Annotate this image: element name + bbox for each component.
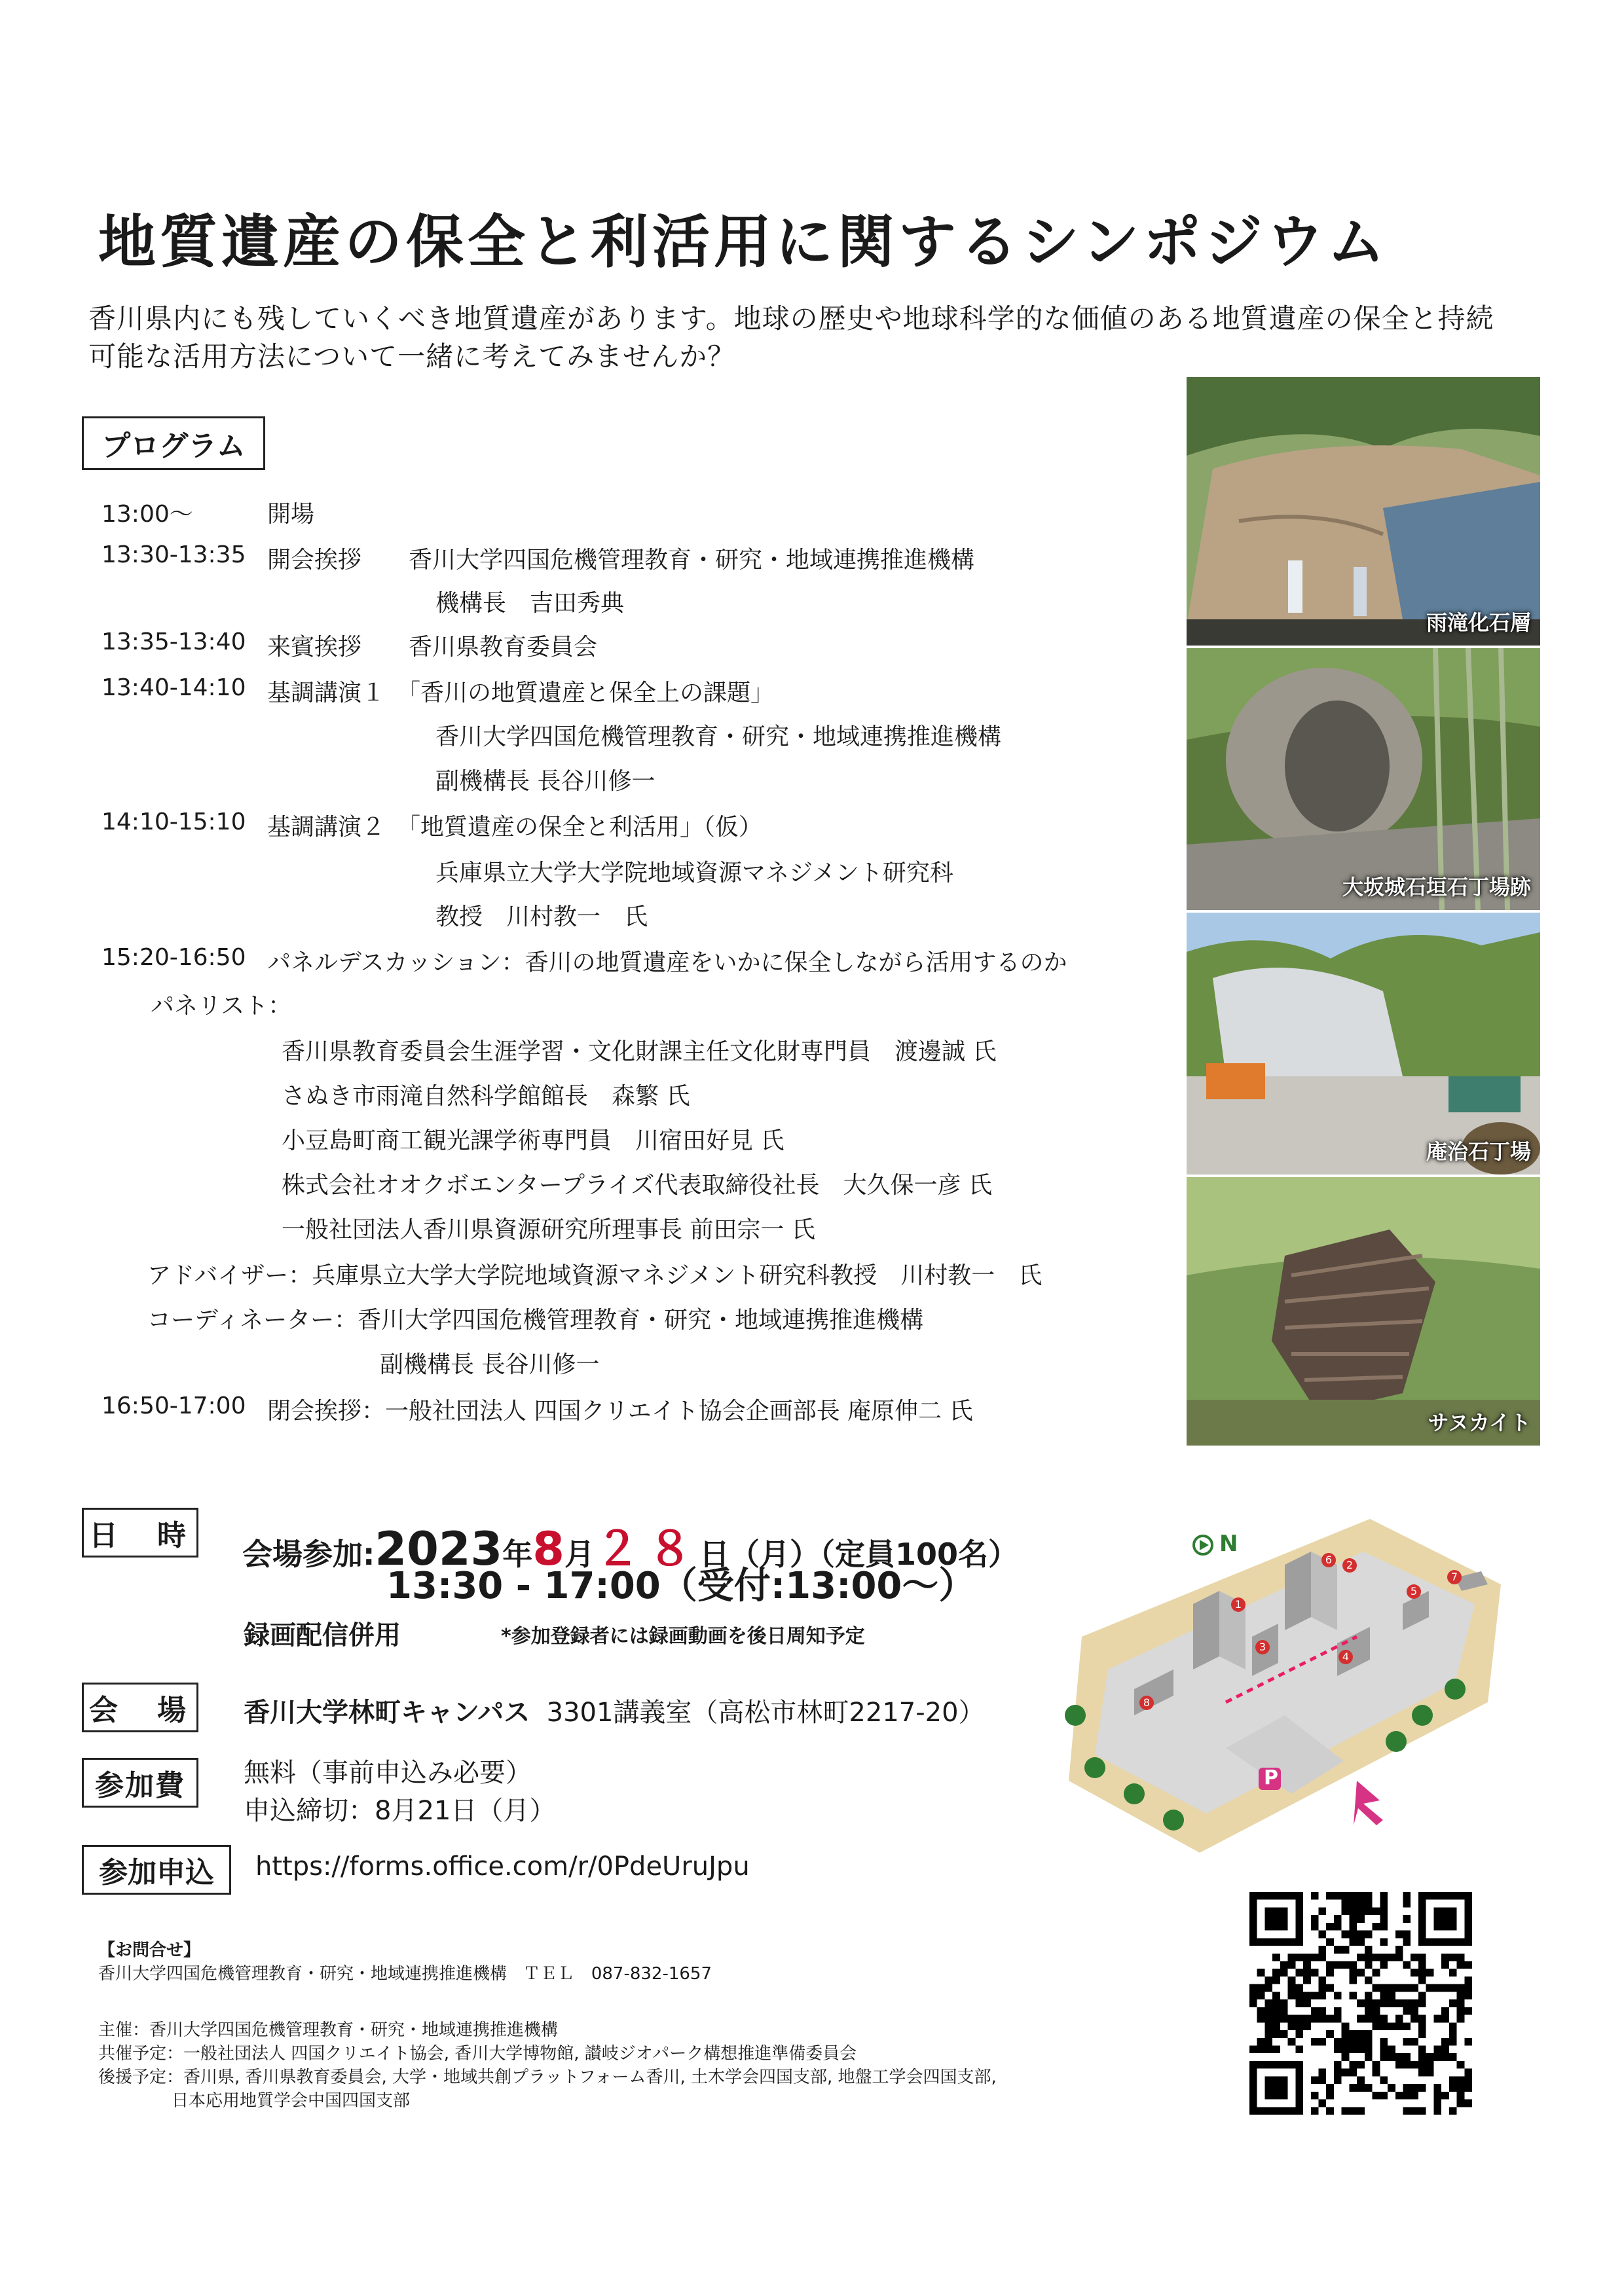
photo-caption: 庵治石丁場 bbox=[1426, 1139, 1531, 1164]
program-text: パネリスト： bbox=[151, 993, 292, 1019]
fee-line-1: 無料（事前申込み必要） bbox=[244, 1758, 532, 1788]
streaming-note: *参加登録者には録画動画を後日周知予定 bbox=[501, 1625, 865, 1648]
parking-label: P bbox=[1264, 1766, 1278, 1789]
venue-name: 香川大学林町キャンパス bbox=[244, 1698, 530, 1728]
time-range: 13:30 - 17:00（受付:13:00～） bbox=[386, 1565, 976, 1607]
apply-label: 参加申込 bbox=[82, 1845, 231, 1895]
venue-room: 3301講義室（高松市林町2217-20） bbox=[546, 1698, 985, 1728]
program-text: さぬき市雨滝自然科学館館長 森繁 氏 bbox=[282, 1083, 690, 1110]
building-marker: 7 bbox=[1447, 1570, 1462, 1584]
program-text: 一般社団法人香川県資源研究所理事長 前田宗一 氏 bbox=[282, 1216, 815, 1243]
contact-org: 香川大学四国危機管理教育・研究・地域連携推進機構 bbox=[98, 1964, 507, 1984]
photo-amataki-fossil-layer bbox=[1187, 377, 1540, 646]
building-marker: 5 bbox=[1407, 1584, 1421, 1599]
venue-info bbox=[244, 1692, 985, 1729]
program-text: 機構長 吉田秀典 bbox=[435, 590, 625, 617]
building-marker: 6 bbox=[1321, 1553, 1336, 1567]
building-marker: 8 bbox=[1139, 1696, 1154, 1710]
date-nen: 年 bbox=[502, 1537, 533, 1572]
building-marker: 1 bbox=[1231, 1597, 1246, 1612]
program-time: 15:20-16:50 bbox=[101, 944, 246, 971]
photo-caption: 大坂城石垣石丁場跡 bbox=[1342, 875, 1531, 900]
building-marker: 3 bbox=[1255, 1640, 1270, 1654]
sponsor-cohost: 共催予定：一般社団法人 四国クリエイト協会, 香川大学博物館, 讃岐ジオパーク構想推進準備委員会 bbox=[98, 2044, 857, 2064]
apply-url-link[interactable]: https://forms.office.com/r/0PdeUruJpu bbox=[255, 1851, 750, 1882]
program-text: 開場 bbox=[267, 501, 315, 528]
program-text: 教授 川村教一 氏 bbox=[435, 903, 648, 930]
program-text: 閉会挨拶：一般社団法人 四国クリエイト協会企画部長 庵原伸二 氏 bbox=[267, 1398, 973, 1425]
sponsor-support-1: 後援予定：香川県, 香川県教育委員会, 大学・地域共創プラットフォーム香川, 土木学会四国支部, 地盤工学会四国支部, bbox=[98, 2068, 997, 2087]
building-marker: 2 bbox=[1342, 1558, 1357, 1573]
photo-caption: サヌカイト bbox=[1428, 1410, 1531, 1435]
venue-label: 会 場 bbox=[82, 1683, 198, 1732]
photo-osaka-castle-quarry bbox=[1187, 648, 1540, 910]
datetime-label: 日 時 bbox=[82, 1508, 198, 1558]
program-text: 基調講演１ 「香川の地質遺産と保全上の課題」 bbox=[267, 680, 775, 706]
campus-map bbox=[1056, 1506, 1501, 1859]
program-text: 副機構長 長谷川修一 bbox=[380, 1351, 600, 1378]
intro-line-1: 香川県内にも残していくべき地質遺産があります。地球の歴史や地球科学的な価値のある地質遺産の保全と持続 bbox=[88, 302, 1494, 335]
program-text: 香川大学四国危機管理教育・研究・地域連携推進機構 bbox=[435, 723, 1002, 750]
program-text: パネルデスカッション：香川の地質遺産をいかに保全しながら活用するのか bbox=[267, 949, 1067, 976]
program-text: コーディネーター：香川大学四国危機管理教育・研究・地域連携推進機構 bbox=[147, 1307, 924, 1334]
intro-line-2: 可能な活用方法について一緒に考えてみませんか？ bbox=[88, 340, 736, 373]
building-marker: 4 bbox=[1338, 1650, 1353, 1664]
program-text: 小豆島町商工観光課学術専門員 川宿田好見 氏 bbox=[282, 1127, 784, 1154]
program-text: 来賓挨拶 香川県教育委員会 bbox=[267, 634, 598, 661]
program-text: 兵庫県立大学大学院地域資源マネジメント研究科 bbox=[435, 860, 953, 886]
program-text: 香川県教育委員会生涯学習・文化財課主任文化財専門員 渡邊誠 氏 bbox=[282, 1038, 997, 1065]
fee-label: 参加費 bbox=[82, 1758, 198, 1808]
program-label: プログラム bbox=[82, 416, 265, 470]
program-text: 開会挨拶 香川大学四国危機管理教育・研究・地域連携推進機構 bbox=[267, 547, 975, 574]
sponsor-host: 主催：香川大学四国危機管理教育・研究・地域連携推進機構 bbox=[98, 2020, 559, 2040]
date-day: ２８ bbox=[594, 1522, 699, 1576]
program-text: 副機構長 長谷川修一 bbox=[435, 768, 655, 795]
program-time: 14:10-15:10 bbox=[101, 809, 246, 835]
qr-code[interactable] bbox=[1249, 1892, 1472, 2115]
date-gatsu: 月 bbox=[564, 1537, 595, 1572]
photo-caption: 雨滝化石層 bbox=[1426, 610, 1531, 635]
photo-aji-stone-quarry bbox=[1187, 913, 1540, 1175]
sponsor-support-2: 日本応用地質学会中国四国支部 bbox=[172, 2091, 411, 2111]
date-suffix: 日（月）（定員100名） bbox=[699, 1537, 1018, 1572]
program-time: 13:40-14:10 bbox=[101, 674, 246, 701]
contact-tel: ＴＥＬ 087-832-1657 bbox=[523, 1964, 712, 1984]
program-text: アドバイザー：兵庫県立大学大学院地域資源マネジメント研究科教授 川村教一 氏 bbox=[147, 1262, 1043, 1289]
north-label: N bbox=[1219, 1531, 1238, 1557]
fee-line-2: 申込締切：8月21日（月） bbox=[244, 1796, 556, 1826]
venue-attendance-prefix: 会場参加: bbox=[242, 1537, 375, 1572]
program-time: 13:00～ bbox=[101, 501, 193, 528]
program-text: 基調講演２ 「地質遺産の保全と利活用」（仮） bbox=[267, 814, 763, 841]
program-time: 16:50-17:00 bbox=[101, 1393, 246, 1419]
date-year: 2023 bbox=[375, 1522, 503, 1576]
page-title: 地質遺産の保全と利活用に関するシンポジウム bbox=[98, 208, 1389, 276]
date-month: 8 bbox=[532, 1522, 564, 1576]
contact-heading: 【お問合せ】 bbox=[98, 1941, 201, 1960]
program-time: 13:35-13:40 bbox=[101, 629, 246, 655]
program-text: 株式会社オオクボエンタープライズ代表取締役社長 大久保一彦 氏 bbox=[282, 1172, 992, 1199]
streaming-text: 録画配信併用 bbox=[244, 1620, 401, 1650]
contact-line bbox=[98, 1960, 712, 1984]
photo-sanukite bbox=[1187, 1177, 1540, 1446]
program-time: 13:30-13:35 bbox=[101, 541, 246, 568]
